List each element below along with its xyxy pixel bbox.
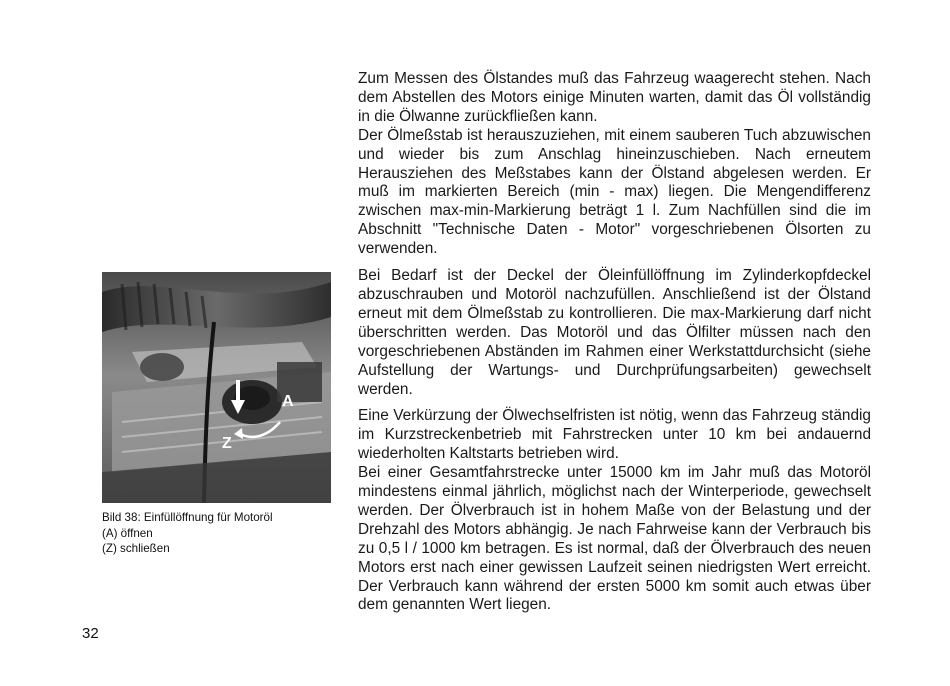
paragraph-refill: Bei Bedarf ist der Deckel der Öleinfüllöffnung im Zylinderkopfdeckel abzuschrauben und Motoröl nachzufüllen. Anschließend ist der Ölstand erneut mit dem Ölmeßstab zu kontrollieren. Die max-Markierung darf nicht überschritten werden. Das Motoröl und das Ölfilter müssen nach den vorgeschriebenen Abständen im Rahmen einer Werkstattdurchsicht (siehe Aufstellung der Wartungs- und Durchprüfungsarbeiten) gewechselt werden. (358, 267, 871, 398)
paragraph-change-intervals: Eine Verkürzung der Ölwechselfristen ist nötig, wenn das Fahrzeug ständig im Kurzstreckenbetrieb mit Fahrstrecken unter 10 km bei andauernd wiederholten Kaltstarts betrieben wird. (358, 407, 871, 463)
label-a: A (282, 393, 294, 410)
caption-line-a: (A) öffnen (102, 526, 153, 540)
paragraph-oil-check: Zum Messen des Ölstandes muß das Fahrzeug waagerecht stehen. Nach dem Abstellen des Motors einige Minuten warten, damit das Öl vollständig in die Ölwanne zurückfließen kann. (358, 70, 871, 125)
label-z: Z (222, 435, 232, 452)
paragraph-oil-consumption: Bei einer Gesamtfahrstrecke unter 15000 km im Jahr muß das Motoröl mindestens einmal jährlich, möglichst nach der Winterperiode, gewechselt werden. Der Ölverbrauch ist in hohem Maße von der Belastung und der Drehzahl des Motors abhängig. Je nach Fahrweise kann der Verbrauch bis zu 0,5 l / 1000 km betragen. Es ist normal, daß der Ölverbrauch des neuen Motors erst nach einer gewissen Laufzeit seinen niedrigsten Wert erreicht. Der Verbrauch kann während der ersten 5000 km somit auch etwas über dem genannten Wert liegen. (358, 464, 871, 614)
page-number: 32 (82, 625, 99, 642)
body-text (358, 70, 871, 615)
paragraph-dipstick: Der Ölmeßstab ist herauszuziehen, mit einem sauberen Tuch abzuwischen und wieder bis zum Anschlag hineinzuschieben. Nach erneutem Herausziehen des Meßstabes kann der Ölstand abgelesen werden. Er muß im markierten Bereich (min - max) liegen. Die Mengendifferenz zwischen max-min-Markierung beträgt 1 l. Zum Nachfüllen sind die im Abschnitt "Technische Daten - Motor" vorgeschriebenen Ölsorten zu verwenden. (358, 126, 871, 258)
caption-title: Bild 38: Einfüllöffnung für Motoröl (102, 511, 273, 524)
engine-photo (102, 272, 331, 503)
figure-caption (102, 510, 273, 557)
caption-line-z: (Z) schließen (102, 542, 170, 555)
